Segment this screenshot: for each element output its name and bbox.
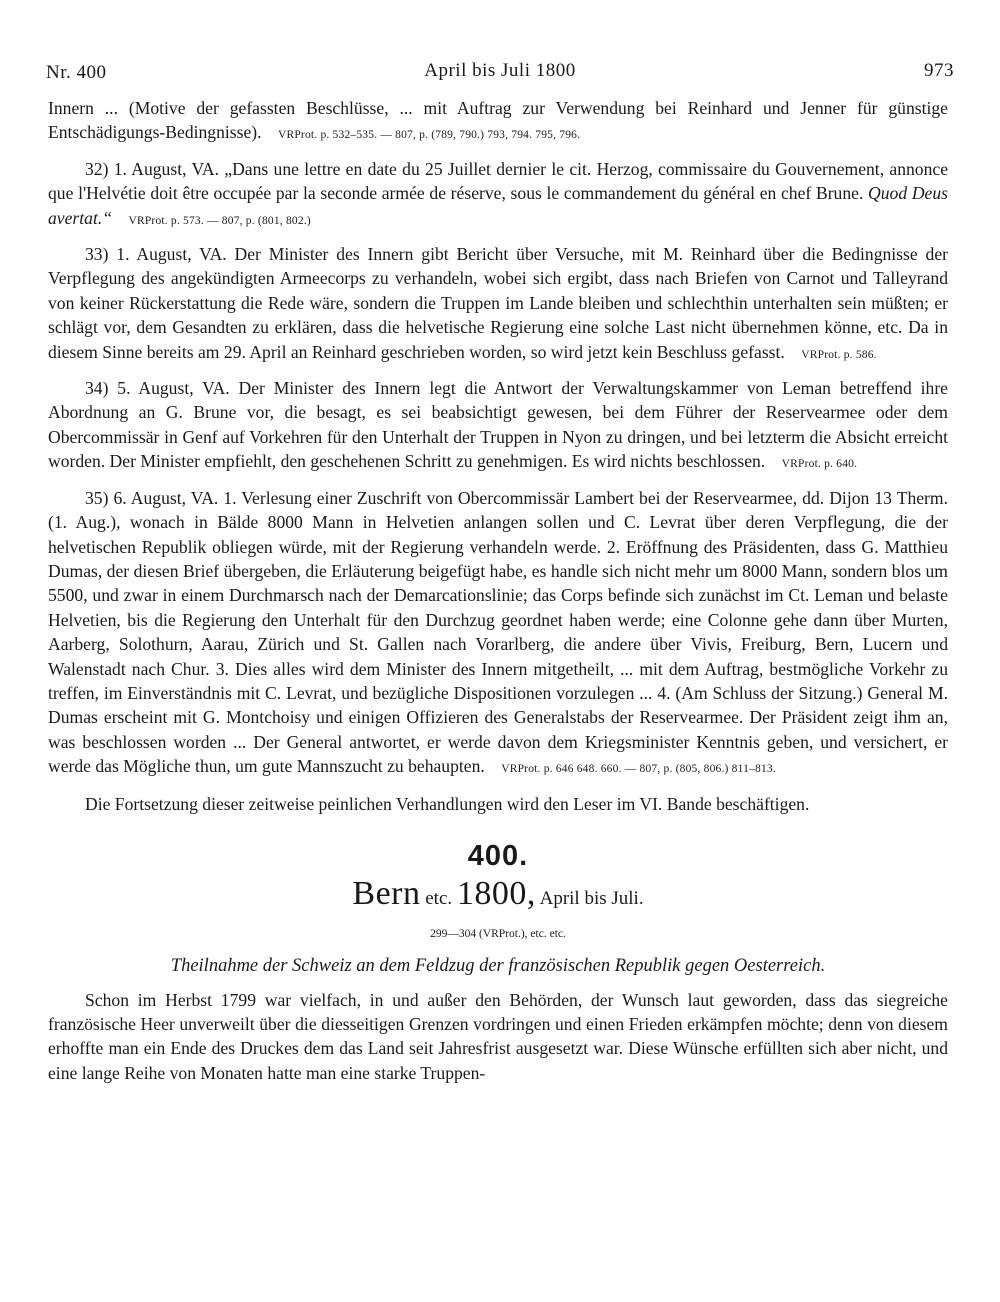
entry-34 (48, 376, 948, 477)
document-number: Nr. 400 (46, 62, 107, 83)
section-etc: etc. (425, 888, 453, 910)
continuation-reference: VRProt. p. 532–535. — 807, p. (789, 790.) 793, 794. 795, 796. (277, 129, 581, 142)
entry-text: 34) 5. August, VA. Der Minister des Innern legt die Antwort der Verwaltungskammer von Leman betreffend ihre Abordnung an G. Brune vor, die besagt, es sei beabsichtigt gewesen, bei dem Führer der Reservearmee oder dem Obercommissär in Genf auf Vorkehren für den Unterhalt der Truppen in Nyon zu dringen, und bei letzterm die Absicht erreicht worden. Der Minister empfiehlt, den geschehenen Schritt zu genehmigen. Es wird nichts beschlossen. (48, 378, 948, 472)
entry-text: 32) 1. August, VA. „Dans une lettre en date du 25 Juillet dernier le cit. Herzog, commissaire du Gouvernement, annonce que l'Helvétie doit être occupée par la seconde armée de réserve, sous le commandement du général en chef Brune. (48, 158, 948, 204)
entry-35 (48, 486, 948, 782)
section-subtitle: Theilnahme der Schweiz an dem Feldzug der französischen Republik gegen Oesterreich. (170, 956, 826, 977)
section-reference: 299—304 (VRProt.), etc. etc. (430, 927, 566, 940)
entry-32 (48, 157, 948, 233)
page-number: 973 (924, 60, 954, 81)
section-paragraph: Schon im Herbst 1799 war vielfach, in und außer den Behörden, der Wunsch laut geworden, dass das siegreiche französische Heer unverweilt über die diesseitigen Grenzen vordringen und einen Frieden erkämpfen möchte; denn von diesem erhoffte man ein Ende des Druckes dem das Land seit Jahresfrist ausgesetzt war. Diese Wünsche erfüllten sich aber nicht, und eine lange Reihe von Monaten hatte man eine starke Truppen- (48, 989, 948, 1083)
page-body (48, 96, 948, 1085)
entry-text: 35) 6. August, VA. 1. Verlesung einer Zuschrift von Obercommissär Lambert bei der Reservearmee, dd. Dijon 13 Therm. (1. Aug.), wonach in Bälde 8000 Mann in Helvetien anlangen sollen und C. Levrat über deren Verpflegung, die der helvetischen Republik obliegen würde, mit der Regierung verhandeln werde. 2. Eröffnung des Präsidenten, dass G. Matthieu Dumas, der diesen Brief übergeben, die Erläuterung beigefügt habe, es handle sich nicht mehr um 8000 Mann, sondern blos um 5500, und zwar in einem Durchmarsch nach der Demarcationslinie; das Corps befinde sich zunächst im Ct. Leman und belaste Helvetien, bis die Regierung den Unterhalt für den Durchzug geordnet haben werde; eine Colonne gehe dann über Murten, Aarberg, Solothurn, Aarau, Zürich und St. Gallen nach Vorarlberg, die andere über Vivis, Freiburg, Bern, Lucern und Walenstadt nach Chur. 3. Dies alles wird dem Minister des Innern mitgetheilt, ... mit dem Auftrag, bestmögliche Vorkehr zu treffen, im Einverständnis mit C. Levrat, und bezügliche Dispositionen vorzulegen ... 4. (Am Schluss der Sitzung.) General M. Dumas erscheint mit G. Montchoisy und einigen Offizieren des Generalstabs der Reservearmee. Der Präsident zeigt ihm an, was beschlossen worden ... Der General antwortet, er werde davon dem Kriegsminister Kenntnis geben, und versichert, er werde das Mögliche thun, um gute Mannszucht zu behaupten. (48, 487, 948, 777)
section-heading (48, 875, 948, 913)
section-number: 400. (467, 839, 529, 872)
entry-text: 33) 1. August, VA. Der Minister des Innern gibt Bericht über Versuche, mit M. Reinhard über die Bedingnisse der Verpflegung des angekündigten Armeecorps zu verhandeln, wobei sich ergibt, dass nach Briefen von Carnot und Talleyrand von keiner Rückerstattung die Rede wäre, sondern die Truppen im Lande bleiben und schlechthin unterhalten sein müßten; er schlägt vor, dem Gesandten zu erklären, dass die helvetische Regierung eine solche Last nicht übernehmen könne, etc. Da in diesem Sinne bereits am 29. April an Reinhard geschrieben worden, so wird jetzt kein Beschluss gefasst. (48, 244, 948, 362)
section-dates: April bis Juli. (539, 888, 644, 910)
entry-reference: VRProt. p. 646 648. 660. — 807, p. (805, 806.) 811–813. (501, 763, 776, 776)
running-title: April bis Juli 1800 (424, 60, 576, 81)
entry-italic-quote: Quod Deus avertat.“ (48, 183, 948, 228)
entry-reference: VRProt. p. 586. (801, 348, 877, 361)
section-year: 1800, (456, 875, 536, 913)
continuation-text: Innern ... (Motive der gefassten Beschlüsse, ... mit Auftrag zur Verwendung bei Reinhard und Jenner für günstige Entschädigungs-Bedingnisse). (48, 98, 948, 143)
continuation-paragraph (48, 96, 948, 148)
entry-33 (48, 242, 948, 367)
page-header (46, 60, 954, 88)
entry-reference: VRProt. p. 573. — 807, p. (801, 802.) (128, 214, 311, 227)
entry-reference: VRProt. p. 640. (781, 458, 858, 471)
closing-paragraph: Die Fortsetzung dieser zeitweise peinlichen Verhandlungen wird den Leser im VI. Bande beschäftigen. (85, 793, 810, 814)
section-place: Bern (352, 875, 421, 913)
